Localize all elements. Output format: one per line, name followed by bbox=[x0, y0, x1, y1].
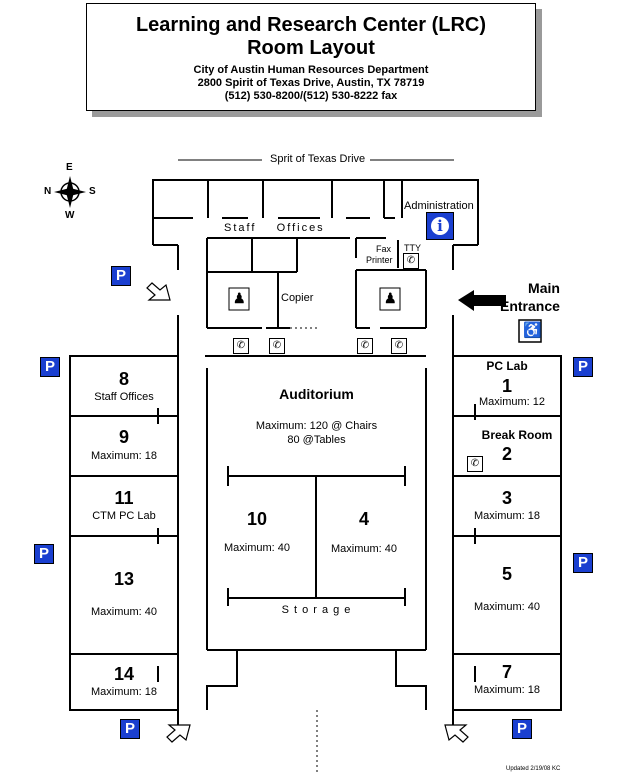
room-3-number: 3 bbox=[501, 488, 512, 508]
phone-icon: ✆ bbox=[269, 338, 285, 354]
room-1-caption: Maximum: 12 bbox=[478, 396, 546, 408]
room-13-number: 13 bbox=[113, 569, 135, 589]
room-4-caption: Maximum: 40 bbox=[330, 543, 398, 555]
room-10-caption: Maximum: 40 bbox=[223, 542, 291, 554]
compass-icon bbox=[54, 176, 86, 208]
phone-icon: ✆ bbox=[357, 338, 373, 354]
room-10-number: 10 bbox=[246, 509, 268, 529]
auditorium-title: Auditorium bbox=[279, 386, 354, 402]
compass-n: N bbox=[44, 186, 52, 197]
room-8-caption: Staff Offices bbox=[94, 391, 154, 403]
room-4-number: 4 bbox=[358, 509, 369, 529]
address: 2800 Spirit of Texas Drive, Austin, TX 78719 bbox=[197, 77, 425, 89]
room-9-caption: Maximum: 18 bbox=[90, 450, 158, 462]
room-7-number: 7 bbox=[501, 662, 512, 682]
room-1-title: PC Lab bbox=[486, 359, 528, 373]
info-icon: i bbox=[426, 212, 454, 240]
room-13-caption: Maximum: 40 bbox=[90, 606, 158, 618]
compass-w: W bbox=[65, 210, 75, 221]
womens-restroom-icon: ♟ bbox=[384, 290, 397, 306]
room-11-number: 11 bbox=[114, 488, 134, 508]
room-9-number: 9 bbox=[118, 427, 129, 447]
parking-icon: P bbox=[573, 357, 593, 377]
department: City of Austin Human Resources Department bbox=[193, 64, 429, 76]
title-line-1: Learning and Research Center (LRC) bbox=[135, 14, 487, 36]
parking-icon: P bbox=[34, 544, 54, 564]
main-entrance-arrow bbox=[458, 290, 506, 311]
printer-label: Printer bbox=[366, 255, 393, 265]
room-14-caption: Maximum: 18 bbox=[90, 686, 158, 698]
updated-note: Updated 2/19/08 KC bbox=[506, 766, 561, 772]
storage-label: S t o r a g e bbox=[281, 604, 352, 616]
administration-label: Administration bbox=[404, 200, 474, 212]
staff-offices-label: Staff Offices bbox=[224, 222, 325, 234]
fax-label: Fax bbox=[376, 244, 392, 254]
tty-label: TTY bbox=[404, 243, 421, 253]
room-2-title: Break Room bbox=[481, 428, 553, 442]
compass-s: S bbox=[89, 186, 96, 197]
street-label: Sprit of Texas Drive bbox=[270, 153, 366, 165]
auditorium-capacity-chairs: Maximum: 120 @ Chairs bbox=[255, 420, 378, 432]
entry-arrow-lower-right bbox=[445, 725, 468, 742]
compass-e: E bbox=[66, 162, 73, 173]
main-entrance-line2: Entrance bbox=[500, 298, 560, 314]
parking-icon: P bbox=[120, 719, 140, 739]
phone-numbers: (512) 530-8200/(512) 530-8222 fax bbox=[224, 90, 398, 102]
phone-icon: ✆ bbox=[467, 456, 483, 472]
phone-icon: ✆ bbox=[391, 338, 407, 354]
room-14-number: 14 bbox=[113, 664, 135, 684]
main-entrance-line1: Main bbox=[528, 280, 560, 296]
tty-phone-icon: ✆ bbox=[403, 253, 419, 269]
mens-restroom-icon: ♟ bbox=[233, 290, 246, 306]
room-5-caption: Maximum: 40 bbox=[473, 601, 541, 613]
wheelchair-icon: ♿ bbox=[523, 322, 542, 339]
parking-icon: P bbox=[40, 357, 60, 377]
phone-icon: ✆ bbox=[233, 338, 249, 354]
room-3-caption: Maximum: 18 bbox=[473, 510, 541, 522]
parking-icon: P bbox=[111, 266, 131, 286]
room-5-number: 5 bbox=[501, 564, 512, 584]
room-11-caption: CTM PC Lab bbox=[92, 510, 156, 522]
title-line-2: Room Layout bbox=[247, 37, 375, 59]
parking-icon: P bbox=[573, 553, 593, 573]
entry-arrow-upper-left bbox=[147, 283, 170, 300]
copier-label: Copier bbox=[281, 292, 314, 304]
room-1-number: 1 bbox=[501, 376, 512, 396]
room-7-caption: Maximum: 18 bbox=[473, 684, 541, 696]
room-2-number: 2 bbox=[501, 444, 512, 464]
auditorium-capacity-tables: 80 @Tables bbox=[287, 434, 346, 446]
entry-arrow-lower-left bbox=[167, 725, 190, 742]
parking-icon: P bbox=[512, 719, 532, 739]
room-8-number: 8 bbox=[118, 369, 129, 389]
